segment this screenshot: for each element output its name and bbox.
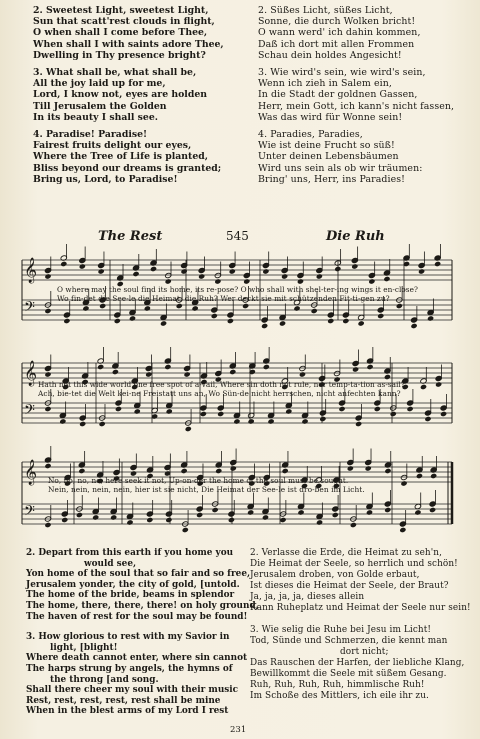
verse-line: 2. Depart from this earth if you home you — [26, 548, 234, 558]
verse-line: In die Stadt der goldnen Gassen, — [258, 89, 418, 101]
page-number: 231 — [230, 725, 247, 735]
verse-line: Schau dein holdes Angesicht! — [258, 49, 402, 61]
verse-line: 4. Paradies, Paradies, — [258, 129, 363, 141]
lyrics-line-3-english: No, no, no, no, here seek it not, Up-on-der the home of the soul must be sought. — [48, 476, 349, 485]
verse-line: Jerusalem yonder, the city of gold, [untold. — [26, 579, 240, 590]
verse-line: Shall there cheer my soul with their music — [26, 685, 239, 696]
verse-line: Ruh, Ruh, Ruh, Ruh, himmlische Ruh! — [250, 679, 425, 690]
verse-line: The haven of rest for the soul may be found! — [26, 611, 248, 622]
verse-line: Sun that scatt'rest clouds in flight, — [33, 16, 215, 28]
verse-line: Where death cannot enter, where sin cannot — [26, 653, 248, 664]
verse-line: 2. Verlasse die Erde, die Heimat zu seh'n, — [250, 548, 443, 558]
lyrics-line-1-english: O where may the soul find its home, its re-pose? O who shall with shel-ter-ing wings it en-close? — [57, 285, 418, 294]
lyrics-line-1-german: Wo fin-det die See-le die Heimat, die Ruh? Wer deckt sie mit schützenden Fit-ti-gen zu? — [57, 294, 390, 303]
verse-line: The harps strung by angels, the hymns of — [26, 663, 233, 674]
verse-line: The home of the bride, beams in splendor — [26, 590, 235, 601]
verse-line: Sonne, die durch Wolken bricht! — [258, 16, 416, 28]
verse-line: Herr, mein Gott, ich kann's nicht fassen, — [258, 100, 455, 112]
treble-notes — [44, 244, 441, 287]
verse-line: Lord, I know not, eyes are holden — [33, 89, 208, 101]
music-system-3 — [0, 442, 480, 562]
verse-line: Unter deinen Lebensbäumen — [258, 151, 399, 163]
lyrics-line-2-english: Hath not this wide world one free spot of a-vail, Where sin doth not rule, nor temp-ta-tion as-sail? — [38, 380, 405, 389]
treble-clef-icon: 𝄞 — [24, 258, 38, 283]
bass-notes — [44, 490, 436, 533]
verse-line: Wird uns sein als ob wir träumen: — [258, 162, 423, 174]
verse-line: 2. Süßes Licht, süßes Licht, — [258, 5, 393, 16]
verse-line: Till Jerusalem the Golden — [33, 100, 167, 112]
hymn-title-english: The Rest — [98, 229, 163, 244]
bass-clef-icon: 𝄢 — [24, 402, 35, 422]
verse-line: Bring' uns, Herr, ins Paradies! — [258, 173, 406, 185]
verse-line: Was das wird für Wonne sein! — [258, 111, 403, 123]
bass-clef-icon: 𝄢 — [24, 299, 35, 319]
lyrics-line-3-german: Nein, nein, nein, nein, hier ist sie nicht, Die Heimat der See-le ist dro-ben im Licht. — [48, 485, 365, 494]
verse-line: light, [blight! — [50, 642, 118, 653]
verse-line: Tod, Sünde und Schmerzen, die kennt man — [250, 636, 448, 647]
verse-line: Bliss beyond our dreams is granted; — [33, 162, 222, 174]
top-verses-german — [258, 5, 454, 191]
verse-line: 2. Sweetest Light, sweetest Light, — [33, 5, 209, 16]
verse-line: Die Heimat der Seele, so herrlich und schön! — [250, 558, 458, 569]
verse-line: Bring us, Lord, to Paradise! — [33, 173, 178, 185]
verse-line: When in the blest arms of my Lord I rest — [26, 706, 229, 717]
verse-line: Bewillkommt die Seele mit süßem Gesang. — [250, 669, 447, 680]
verse-line: Wie ist deine Frucht so süß! — [258, 140, 395, 152]
verse-line: 3. Wie selig die Ruhe bei Jesu im Licht! — [250, 625, 432, 636]
verse-line: Ist dieses die Heimat der Seele, der Braut? — [250, 580, 449, 591]
verse-line: Yon home of the soul that so fair and so free, — [26, 569, 251, 580]
verse-line: Dwelling in Thy presence bright? — [33, 49, 206, 61]
verse-line: Das Rauschen der Harfen, der liebliche Klang, — [250, 658, 465, 669]
verse-line: The home, there, there, there! on holy ground, — [26, 600, 259, 611]
top-de-stanza-3 — [258, 67, 454, 123]
hymn-number: 545 — [226, 229, 249, 243]
verse-line: Ja, ja, ja, ja, dieses allein — [250, 591, 365, 602]
verse-line: Im Schoße des Mittlers, ich eile ihr zu. — [250, 690, 429, 701]
treble-clef-icon: 𝄞 — [24, 361, 38, 386]
top-en-stanza-4 — [33, 129, 224, 185]
verse-line: Fairest fruits delight our eyes, — [33, 140, 192, 152]
verse-line: 3. What shall be, what shall be, — [33, 67, 197, 79]
verse-line: 3. Wie wird's sein, wie wird's sein, — [258, 67, 426, 79]
verse-line: O when shall I come before Thee, — [33, 27, 208, 39]
verse-line: 4. Paradise! Paradise! — [33, 129, 148, 141]
bottom-de-stanza-2 — [250, 548, 471, 613]
top-verses-english — [33, 5, 224, 191]
bottom-de-stanza-3 — [250, 625, 471, 701]
verse-line: Kann Ruheplatz und Heimat der Seele nur sein! — [250, 602, 471, 613]
verse-line: 3. How glorious to rest with my Savior in — [26, 632, 230, 643]
bottom-en-stanza-2 — [26, 548, 259, 622]
treble-clef-icon: 𝄞 — [24, 460, 38, 485]
bass-staff — [22, 504, 452, 524]
verse-line: Wenn ich zieh in Salem ein, — [258, 78, 392, 90]
verse-line: dort nicht; — [340, 647, 389, 658]
verse-line: Where the Tree of Life is planted, — [33, 151, 208, 163]
verse-line: O wann werd' ich dahin kommen, — [258, 27, 421, 39]
top-de-stanza-4 — [258, 129, 454, 185]
top-de-stanza-2 — [258, 5, 454, 61]
verse-line: All the joy laid up for me, — [33, 78, 166, 90]
top-en-stanza-2 — [33, 5, 224, 61]
verse-line: Daß ich dort mit allen Frommen — [258, 38, 415, 50]
top-en-stanza-3 — [33, 67, 224, 123]
lyrics-line-2-german: Ach, bie-tet die Welt kei-ne Freistatt uns an, Wo Sün-de nicht herrschen, nicht anfechten kann? — [38, 389, 401, 398]
bass-clef-icon: 𝄢 — [24, 503, 35, 523]
bottom-verses-english — [26, 548, 259, 723]
verse-line: would see, — [84, 558, 137, 569]
bottom-en-stanza-3 — [26, 632, 259, 717]
verse-line: In its beauty I shall see. — [33, 111, 158, 123]
verse-line: When shall I with saints adore Thee, — [33, 38, 224, 50]
hymn-title-german: Die Ruh — [326, 229, 385, 244]
verse-line: Jerusalem droben, von Golde erbaut, — [250, 569, 420, 580]
verse-line: the throng [and song. — [50, 674, 159, 685]
verse-line: Rest, rest, rest, rest, rest shall be mine — [26, 695, 221, 706]
bottom-verses-german — [250, 548, 471, 708]
